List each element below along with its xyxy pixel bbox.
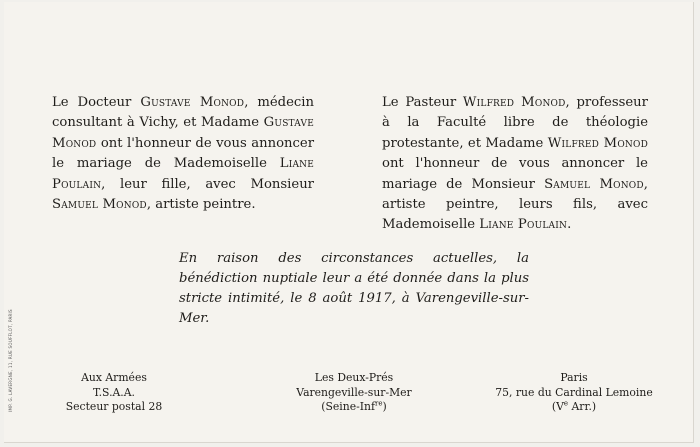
name-wilfred-monod: Wilfred Monod <box>547 135 648 151</box>
pastor-announcement <box>382 93 648 236</box>
address-line <box>489 400 659 415</box>
address-fragment: (V <box>551 400 564 413</box>
text-fragment: , leur fille, avec Monsieur <box>101 176 314 192</box>
address-paris <box>489 371 659 415</box>
text-fragment: Le Pasteur <box>382 95 463 110</box>
name-liane-poulain: Liane Poulain <box>479 217 568 233</box>
address-line: Paris <box>560 371 588 384</box>
address-line: Les Deux-Prés <box>314 371 394 384</box>
address-superscript: e <box>563 399 569 408</box>
ceremony-notice: En raison des circonstances actuelles, la bénédiction nuptiale leur a été donnée dans la plus stricte intimité, le 8 août 1917, à Varengeville-sur-Mer. <box>179 251 529 326</box>
address-armies <box>44 371 184 415</box>
name-gustave-monod: Gustave Monod <box>140 95 245 110</box>
address-fragment: Arr.) <box>568 400 597 413</box>
address-fragment: ) <box>382 400 387 413</box>
address-line: Varengeville-sur-Mer <box>296 385 412 399</box>
text-fragment: . <box>567 217 572 233</box>
printer-mark: IMP. G. LAVERGNE, 11, RUE SOUFFLOT, PARIS <box>8 309 13 412</box>
name-wilfred-monod: Wilfred Monod <box>462 95 566 110</box>
name-liane-poulain: Liane Poulain <box>52 156 314 192</box>
address-line: 75, rue du Cardinal Lemoine <box>495 385 653 399</box>
left-announcement-text <box>52 93 314 215</box>
text-fragment: Le Docteur <box>52 95 141 110</box>
address-line: Aux Armées <box>81 371 147 384</box>
address-varengeville <box>284 371 424 415</box>
text-fragment: , médecin consultant à Vichy, et Madame <box>52 95 315 131</box>
address-line <box>284 400 424 415</box>
name-samuel-monod: Samuel Monod <box>52 197 147 213</box>
groom-parents-announcement <box>52 93 314 215</box>
announcement-card <box>4 2 694 443</box>
text-fragment: , artiste peintre, leurs fils, avec Mademoiselle <box>382 176 648 233</box>
address-fragment: (Seine-Inf <box>321 400 375 413</box>
address-line: T.S.A.A. <box>93 385 135 399</box>
text-fragment: , professeur à la Faculté libre de théologie protestante, et Madame <box>382 95 648 151</box>
name-samuel-monod: Samuel Monod <box>544 176 644 192</box>
text-fragment: , artiste peintre. <box>146 197 256 213</box>
right-announcement-text <box>382 93 648 236</box>
name-gustave-monod: Gustave Monod <box>52 115 314 151</box>
address-superscript: re <box>374 399 383 408</box>
text-fragment: ont l'honneur de vous annoncer le mariage de Monsieur <box>382 156 648 192</box>
text-fragment: ont l'honneur de vous annoncer le mariage de Mademoiselle <box>52 135 314 172</box>
address-line: Secteur postal 28 <box>65 400 163 413</box>
